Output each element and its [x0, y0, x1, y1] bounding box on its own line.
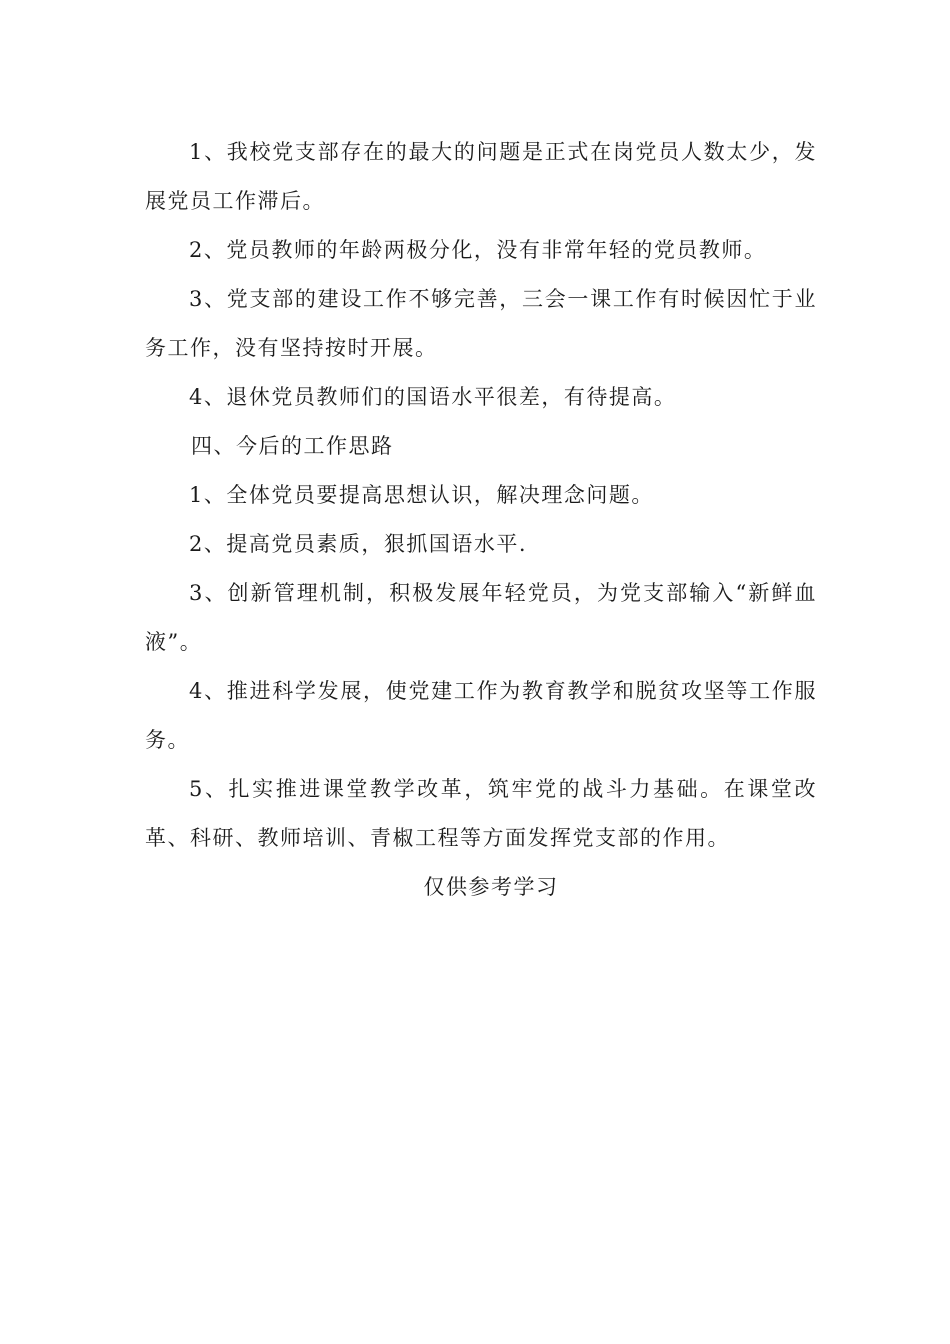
plan-paragraph-3: 3、创新管理机制，积极发展年轻党员，为党支部输入“新鲜血液”。 [145, 581, 817, 654]
plan-paragraph-1: 1、全体党员要提高思想认识，解决理念问题。 [189, 483, 654, 507]
plan-paragraph-2: 2、提高党员素质，狠抓国语水平. [189, 532, 528, 556]
problem-paragraph-2: 2、党员教师的年龄两极分化，没有非常年轻的党员教师。 [189, 238, 767, 262]
footer-note: 仅供参考学习 [423, 875, 559, 899]
plan-paragraph-4: 4、推进科学发展，使党建工作为教育教学和脱贫攻坚等工作服务。 [145, 679, 817, 752]
problem-paragraph-3: 3、党支部的建设工作不够完善，三会一课工作有时候因忙于业务工作，没有坚持按时开展。 [145, 287, 817, 360]
problem-paragraph-1: 1、我校党支部存在的最大的问题是正式在岗党员人数太少，发展党员工作滞后。 [145, 140, 817, 213]
problem-paragraph-4: 4、退休党员教师们的国语水平很差，有待提高。 [189, 385, 677, 409]
document-body [145, 128, 817, 912]
section-heading: 四、今后的工作思路 [191, 434, 394, 458]
plan-paragraph-5: 5、扎实推进课堂教学改革，筑牢党的战斗力基础。在课堂改革、科研、教师培训、青椒工程等方面发挥党支部的作用。 [145, 777, 817, 850]
